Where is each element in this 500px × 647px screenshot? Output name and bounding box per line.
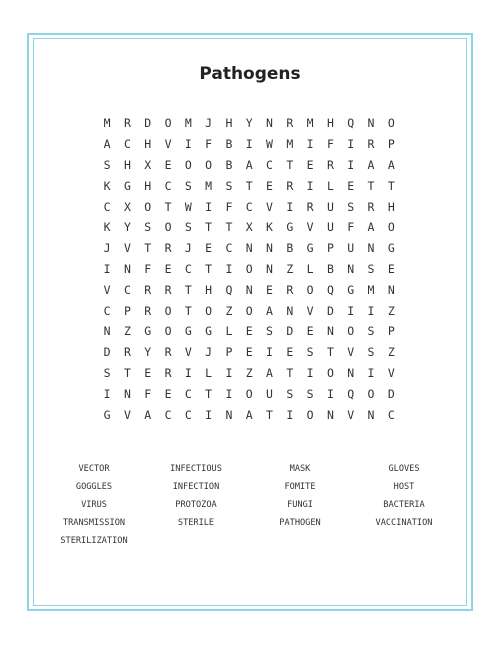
grid-letter: R	[367, 137, 375, 152]
grid-letter: F	[326, 137, 334, 152]
grid-letter: I	[347, 303, 355, 318]
grid-letter: S	[306, 345, 314, 360]
grid-letter: B	[225, 157, 233, 172]
grid-letter: U	[347, 241, 355, 256]
grid-letter: T	[367, 178, 375, 193]
grid-letter: A	[103, 137, 111, 152]
grid-letter: I	[347, 157, 355, 172]
word-list-item: VECTOR	[78, 464, 110, 474]
grid-letter: Y	[144, 345, 152, 360]
grid-letter: E	[164, 261, 172, 276]
grid-letter: V	[123, 407, 131, 422]
grid-letter: R	[286, 116, 294, 131]
grid-letter: C	[164, 178, 172, 193]
grid-letter: T	[144, 241, 152, 256]
grid-letter: P	[326, 241, 334, 256]
grid-letter: F	[205, 137, 213, 152]
grid-letter: Y	[123, 220, 131, 235]
grid-letter: S	[347, 199, 355, 214]
grid-letter: L	[326, 178, 334, 193]
grid-letter: T	[205, 220, 213, 235]
grid-letter: E	[387, 261, 395, 276]
grid-letter: T	[245, 178, 253, 193]
grid-letter: K	[103, 178, 111, 193]
grid-letter: G	[347, 282, 355, 297]
grid-letter: E	[164, 386, 172, 401]
grid-letter: P	[225, 345, 233, 360]
grid-letter: P	[387, 324, 395, 339]
grid-letter: N	[123, 261, 131, 276]
grid-letter: V	[306, 303, 314, 318]
grid-letter: V	[164, 137, 172, 152]
grid-letter: M	[205, 178, 213, 193]
grid-letter: Y	[245, 116, 253, 131]
grid-letter: C	[266, 157, 273, 172]
grid-letter: T	[205, 386, 213, 401]
grid-letter: T	[266, 407, 273, 422]
grid-letter: S	[266, 324, 273, 339]
grid-letter: O	[164, 303, 172, 318]
grid-letter: N	[225, 407, 233, 422]
grid-letter: I	[326, 386, 334, 401]
word-list-item: STERILE	[177, 518, 215, 528]
grid-letter: C	[184, 386, 192, 401]
grid-letter: Z	[387, 345, 395, 360]
word-list-item: FUNGI	[287, 500, 313, 510]
grid-letter: K	[103, 220, 111, 235]
grid-letter: X	[123, 199, 131, 214]
grid-letter: Z	[245, 365, 253, 380]
grid-letter: T	[123, 365, 131, 380]
word-list-item: TRANSMISSION	[62, 518, 126, 528]
grid-letter: N	[347, 365, 355, 380]
word-list-item: FOMITE	[284, 482, 316, 492]
grid-letter: R	[164, 282, 172, 297]
word-list-item: GLOVES	[388, 464, 420, 474]
grid-letter: O	[245, 261, 253, 276]
grid-letter: A	[367, 157, 375, 172]
grid-letter: T	[387, 178, 395, 193]
grid-row	[97, 217, 401, 238]
grid-letter: P	[123, 303, 131, 318]
grid-letter: I	[184, 137, 192, 152]
grid-row	[97, 404, 401, 425]
grid-letter: M	[184, 116, 192, 131]
word-list-item: HOST	[393, 482, 415, 492]
grid-letter: Q	[347, 116, 355, 131]
grid-letter: Q	[347, 386, 355, 401]
grid-letter: N	[326, 407, 334, 422]
grid-letter: J	[103, 241, 111, 256]
grid-letter: O	[387, 116, 395, 131]
grid-letter: C	[225, 241, 233, 256]
grid-letter: D	[103, 345, 111, 360]
grid-letter: T	[205, 261, 213, 276]
grid-letter: T	[184, 282, 192, 297]
grid-letter: O	[367, 386, 375, 401]
grid-letter: Q	[225, 282, 233, 297]
grid-letter: L	[306, 261, 314, 276]
grid-letter: W	[266, 137, 273, 152]
grid-letter: O	[164, 220, 172, 235]
grid-letter: N	[367, 241, 375, 256]
grid-letter: G	[205, 324, 213, 339]
grid-letter: G	[103, 407, 111, 422]
grid-letter: F	[144, 386, 152, 401]
grid-letter: O	[245, 386, 253, 401]
grid-letter: I	[205, 407, 213, 422]
grid-letter: I	[367, 365, 375, 380]
grid-letter: I	[286, 407, 294, 422]
grid-row	[97, 300, 401, 321]
grid-letter: A	[266, 303, 273, 318]
grid-letter: S	[367, 261, 375, 276]
grid-letter: R	[164, 365, 172, 380]
grid-letter: B	[326, 261, 334, 276]
grid-row	[97, 113, 401, 134]
grid-letter: H	[144, 178, 152, 193]
grid-letter: B	[225, 137, 233, 152]
grid-letter: O	[184, 157, 192, 172]
grid-letter: V	[184, 345, 192, 360]
grid-letter: T	[225, 220, 233, 235]
grid-letter: T	[286, 365, 294, 380]
grid-row	[97, 238, 401, 259]
grid-letter: F	[347, 220, 355, 235]
grid-row	[97, 342, 401, 363]
grid-letter: N	[245, 241, 253, 256]
grid-letter: M	[103, 116, 111, 131]
word-list-item: MASK	[289, 464, 311, 474]
grid-letter: X	[144, 157, 152, 172]
grid-letter: Z	[123, 324, 131, 339]
grid-letter: E	[205, 241, 213, 256]
grid-letter: I	[367, 303, 375, 318]
grid-letter: V	[103, 282, 111, 297]
grid-row	[97, 363, 401, 384]
grid-letter: A	[245, 157, 253, 172]
grid-letter: R	[326, 157, 334, 172]
grid-letter: V	[347, 407, 355, 422]
grid-letter: O	[306, 282, 314, 297]
grid-letter: D	[387, 386, 395, 401]
grid-letter: R	[367, 199, 375, 214]
grid-row	[97, 279, 401, 300]
grid-letter: Z	[286, 261, 294, 276]
grid-letter: F	[144, 261, 152, 276]
grid-letter: N	[367, 407, 375, 422]
grid-letter: N	[387, 282, 395, 297]
grid-letter: N	[347, 261, 355, 276]
grid-letter: N	[266, 261, 273, 276]
grid-letter: K	[266, 220, 273, 235]
grid-letter: N	[266, 241, 273, 256]
grid-letter: A	[367, 220, 375, 235]
grid-letter: G	[144, 324, 152, 339]
grid-letter: O	[205, 303, 213, 318]
grid-letter: V	[123, 241, 131, 256]
puzzle-title: Pathogens	[199, 64, 301, 84]
grid-letter: G	[184, 324, 192, 339]
grid-letter: A	[144, 407, 152, 422]
grid-letter: N	[367, 116, 375, 131]
grid-letter: H	[225, 116, 233, 131]
word-list-item: PATHOGEN	[279, 518, 321, 528]
grid-letter: H	[144, 137, 152, 152]
grid-letter: C	[103, 303, 111, 318]
grid-letter: R	[123, 116, 131, 131]
grid-letter: N	[245, 282, 253, 297]
grid-letter: R	[164, 345, 172, 360]
grid-letter: L	[205, 365, 213, 380]
grid-row	[97, 175, 401, 196]
grid-letter: R	[306, 199, 314, 214]
letter-grid	[97, 113, 401, 425]
grid-letter: E	[306, 324, 314, 339]
grid-letter: E	[245, 345, 253, 360]
grid-letter: I	[103, 386, 111, 401]
grid-letter: C	[245, 199, 253, 214]
grid-letter: F	[225, 199, 233, 214]
grid-letter: C	[387, 407, 395, 422]
grid-letter: B	[286, 241, 294, 256]
grid-letter: U	[266, 386, 273, 401]
grid-letter: A	[266, 365, 273, 380]
grid-letter: I	[225, 261, 233, 276]
word-list-item: INFECTION	[172, 482, 220, 492]
grid-letter: I	[266, 345, 273, 360]
grid-letter: O	[205, 157, 213, 172]
grid-letter: D	[144, 116, 152, 131]
grid-letter: I	[103, 261, 111, 276]
grid-letter: R	[123, 345, 131, 360]
grid-letter: I	[306, 178, 314, 193]
grid-letter: O	[306, 407, 314, 422]
grid-row	[97, 259, 401, 280]
grid-letter: M	[367, 282, 375, 297]
grid-letter: R	[144, 282, 152, 297]
grid-letter: O	[144, 199, 152, 214]
grid-letter: N	[326, 324, 334, 339]
grid-letter: V	[387, 365, 395, 380]
grid-letter: I	[225, 386, 233, 401]
grid-row	[97, 155, 401, 176]
grid-letter: V	[306, 220, 314, 235]
grid-row	[97, 196, 401, 217]
word-list-item: VACCINATION	[375, 518, 433, 528]
grid-letter: V	[347, 345, 355, 360]
grid-letter: E	[347, 178, 355, 193]
grid-letter: O	[347, 324, 355, 339]
grid-letter: N	[123, 386, 131, 401]
grid-letter: D	[326, 303, 334, 318]
grid-letter: E	[286, 345, 294, 360]
grid-letter: C	[184, 407, 192, 422]
grid-letter: C	[123, 137, 131, 152]
grid-letter: R	[286, 178, 294, 193]
grid-letter: U	[326, 199, 334, 214]
grid-letter: S	[103, 157, 111, 172]
grid-letter: J	[205, 116, 213, 131]
grid-letter: E	[306, 157, 314, 172]
grid-letter: T	[184, 303, 192, 318]
grid-letter: X	[245, 220, 253, 235]
grid-letter: E	[144, 365, 152, 380]
grid-letter: A	[387, 157, 395, 172]
grid-letter: C	[184, 261, 192, 276]
grid-letter: T	[286, 157, 294, 172]
grid-row	[97, 321, 401, 342]
grid-letter: T	[326, 345, 334, 360]
grid-letter: I	[225, 365, 233, 380]
grid-letter: P	[387, 137, 395, 152]
word-list-item: BACTERIA	[383, 500, 425, 510]
grid-letter: A	[245, 407, 253, 422]
grid-letter: C	[103, 199, 111, 214]
grid-row	[97, 383, 401, 404]
word-list-item: STERILIZATION	[60, 536, 128, 546]
word-list-item: INFECTIOUS	[170, 464, 222, 474]
grid-letter: C	[164, 407, 172, 422]
grid-letter: Z	[387, 303, 395, 318]
grid-letter: Q	[326, 282, 334, 297]
grid-letter: I	[347, 137, 355, 152]
grid-letter: G	[387, 241, 395, 256]
grid-letter: E	[245, 324, 253, 339]
grid-letter: V	[266, 199, 273, 214]
grid-letter: E	[164, 157, 172, 172]
grid-letter: G	[286, 220, 294, 235]
grid-letter: J	[184, 241, 192, 256]
grid-letter: I	[184, 365, 192, 380]
grid-letter: H	[387, 199, 395, 214]
grid-letter: S	[184, 220, 192, 235]
grid-letter: T	[164, 199, 172, 214]
word-list-item: VIRUS	[81, 500, 107, 510]
grid-letter: O	[164, 324, 172, 339]
grid-letter: G	[306, 241, 314, 256]
grid-letter: O	[164, 116, 172, 131]
grid-letter: W	[184, 199, 192, 214]
grid-letter: R	[286, 282, 294, 297]
grid-letter: G	[123, 178, 131, 193]
grid-letter: S	[225, 178, 233, 193]
grid-letter: U	[326, 220, 334, 235]
grid-letter: J	[205, 345, 213, 360]
word-list-item: GOGGLES	[75, 482, 113, 492]
grid-letter: O	[387, 220, 395, 235]
grid-letter: Z	[225, 303, 233, 318]
grid-letter: S	[144, 220, 152, 235]
grid-letter: M	[306, 116, 314, 131]
grid-letter: S	[184, 178, 192, 193]
grid-letter: O	[245, 303, 253, 318]
grid-letter: S	[306, 386, 314, 401]
word-list	[44, 460, 454, 550]
grid-letter: D	[286, 324, 294, 339]
grid-letter: L	[225, 324, 233, 339]
grid-letter: E	[266, 282, 273, 297]
word-list-item: PROTOZOA	[175, 500, 217, 510]
grid-letter: S	[367, 345, 375, 360]
grid-letter: S	[286, 386, 294, 401]
grid-letter: N	[103, 324, 111, 339]
grid-letter: H	[123, 157, 131, 172]
grid-letter: I	[306, 137, 314, 152]
grid-letter: N	[266, 116, 273, 131]
grid-letter: E	[266, 178, 273, 193]
grid-letter: S	[367, 324, 375, 339]
grid-letter: H	[326, 116, 334, 131]
grid-letter: M	[286, 137, 294, 152]
grid-letter: I	[205, 199, 213, 214]
grid-row	[97, 134, 401, 155]
grid-letter: H	[205, 282, 213, 297]
grid-letter: I	[245, 137, 253, 152]
grid-letter: S	[103, 365, 111, 380]
grid-letter: O	[326, 365, 334, 380]
grid-letter: I	[306, 365, 314, 380]
grid-letter: C	[123, 282, 131, 297]
grid-letter: I	[286, 199, 294, 214]
grid-letter: N	[286, 303, 294, 318]
grid-letter: R	[144, 303, 152, 318]
grid-letter: R	[164, 241, 172, 256]
